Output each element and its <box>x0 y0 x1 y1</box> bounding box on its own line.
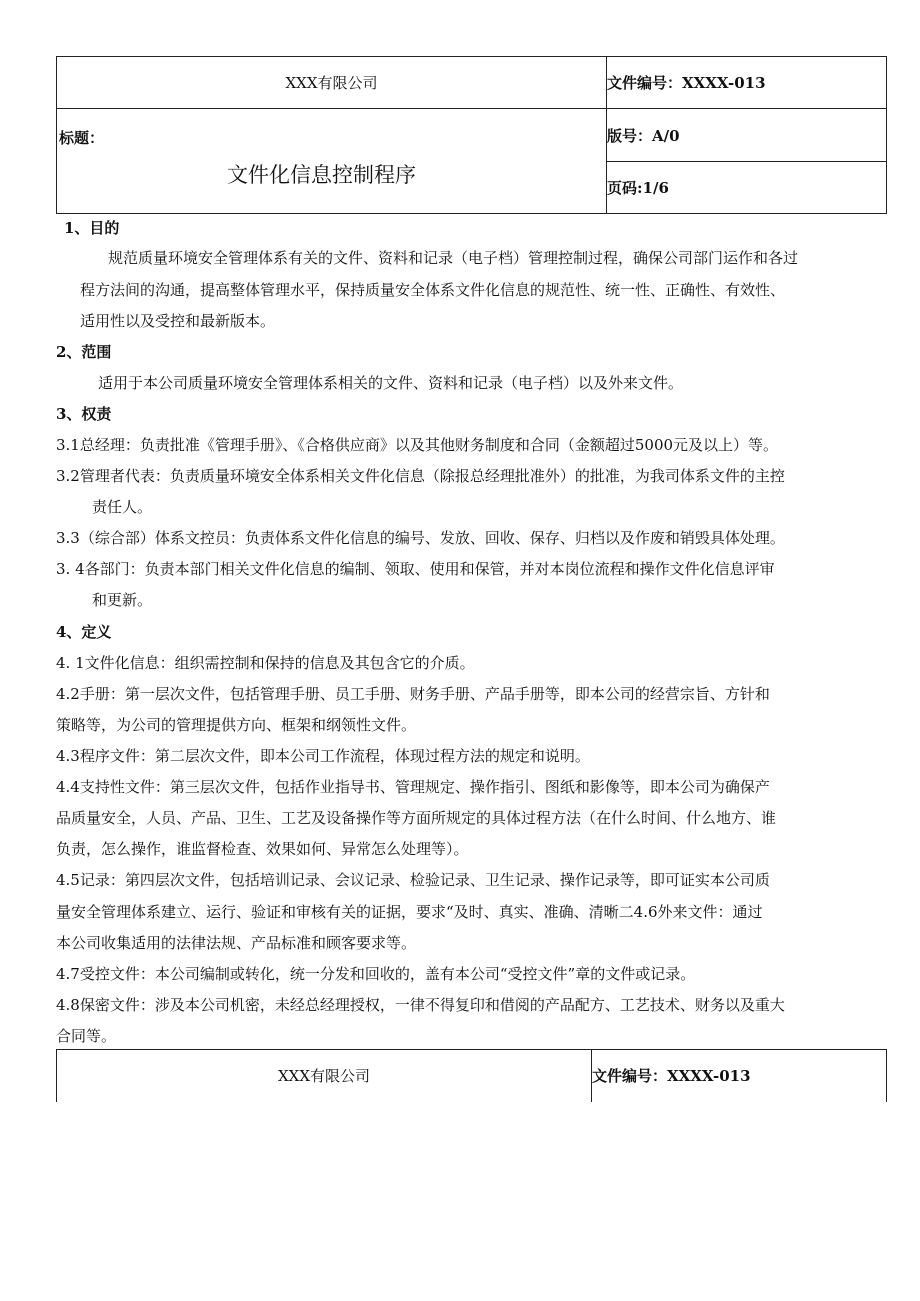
section-heading-scope: 2、范围 <box>56 343 112 361</box>
company-name: XXX有限公司 <box>57 1050 592 1102</box>
paragraph-line: 策略等，为公司的管理提供方向、框架和纲领性文件。 <box>56 716 417 734</box>
section-heading-definitions: 4、定义 <box>56 623 112 641</box>
version-number: 版号：A/0 <box>607 109 887 162</box>
paragraph-line: 3.2管理者代表：负责质量环境安全体系相关文件化信息（除报总经理批准外）的批准，为我司体系文件的主控 <box>56 467 785 485</box>
document-header-table <box>56 56 887 214</box>
paragraph-line: 4.5记录：第四层次文件，包括培训记录、会议记录、检验记录、卫生记录、操作记录等，即可证实本公司质 <box>56 871 770 889</box>
company-name: XXX有限公司 <box>57 57 607 109</box>
paragraph-line: 4.4支持性文件：第三层次文件，包括作业指导书、管理规定、操作指引、图纸和影像等，即本公司为确保产 <box>56 778 770 796</box>
paragraph-line: 和更新。 <box>92 591 153 609</box>
paragraph-line: 适用于本公司质量环境安全管理体系相关的文件、资料和记录（电子档）以及外来文件。 <box>98 374 684 392</box>
paragraph-line: 4.2手册：第一层次文件，包括管理手册、员工手册、财务手册、产品手册等，即本公司的经营宗旨、方针和 <box>56 685 770 703</box>
paragraph-line: 3.1总经理：负责批准《管理手册》、《合格供应商》以及其他财务制度和合同（金额超过5000元及以上）等。 <box>56 436 779 454</box>
document-number: 文件编号：XXXX-013 <box>592 1050 887 1102</box>
paragraph-line: 量安全管理体系建立、运行、验证和审核有关的证据，要求“及时、真实、准确、清晰二4.6外来文件：通过 <box>56 903 763 921</box>
paragraph-line: 责任人。 <box>92 498 153 516</box>
paragraph-line: 程方法间的沟通，提高整体管理水平，保持质量安全体系文件化信息的规范性、统一性、正确性、有效性、 <box>80 281 786 299</box>
document-title: 文件化信息控制程序 <box>227 163 416 187</box>
paragraph-line: 合同等。 <box>56 1027 117 1045</box>
paragraph-line: 4.3程序文件：第二层次文件，即本公司工作流程，体现过程方法的规定和说明。 <box>56 747 590 765</box>
document-number: 文件编号：XXXX-013 <box>607 57 887 109</box>
paragraph-line: 4.7受控文件：本公司编制或转化，统一分发和回收的，盖有本公司“受控文件”章的文件或记录。 <box>56 965 696 983</box>
section-heading-purpose: 1、目的 <box>64 219 120 237</box>
paragraph-line: 3. 4各部门：负责本部门相关文件化信息的编制、领取、使用和保管，并对本岗位流程和操作文件化信息评审 <box>56 560 775 578</box>
paragraph-line: 负责，怎么操作，谁监督检查、效果如何、异常怎么处理等）。 <box>56 840 469 858</box>
paragraph-line: 规范质量环境安全管理体系有关的文件、资料和记录（电子档）管理控制过程，确保公司部门运作和各过 <box>108 249 799 267</box>
paragraph-line: 4. 1文件化信息：组织需控制和保持的信息及其包含它的介质。 <box>56 654 475 672</box>
paragraph-line: 品质量安全，人员、产品、卫生、工艺及设备操作等方面所规定的具体过程方法（在什么时间、什么地方、谁 <box>56 809 777 827</box>
next-page-header-table <box>56 1049 887 1102</box>
paragraph-line: 3.3（综合部）体系文控员：负责体系文件化信息的编号、发放、回收、保存、归档以及作废和销毁具体处理。 <box>56 529 785 547</box>
section-heading-responsibility: 3、权责 <box>56 405 112 423</box>
title-label: 标题： <box>59 129 105 147</box>
paragraph-line: 4.8保密文件：涉及本公司机密，未经总经理授权，一律不得复印和借阅的产品配方、工艺技术、财务以及重大 <box>56 996 785 1014</box>
title-cell <box>57 109 607 214</box>
paragraph-line: 本公司收集适用的法律法规、产品标准和顾客要求等。 <box>56 934 417 952</box>
page-number: 页码:1/6 <box>607 162 887 214</box>
paragraph-line: 适用性以及受控和最新版本。 <box>80 312 276 330</box>
